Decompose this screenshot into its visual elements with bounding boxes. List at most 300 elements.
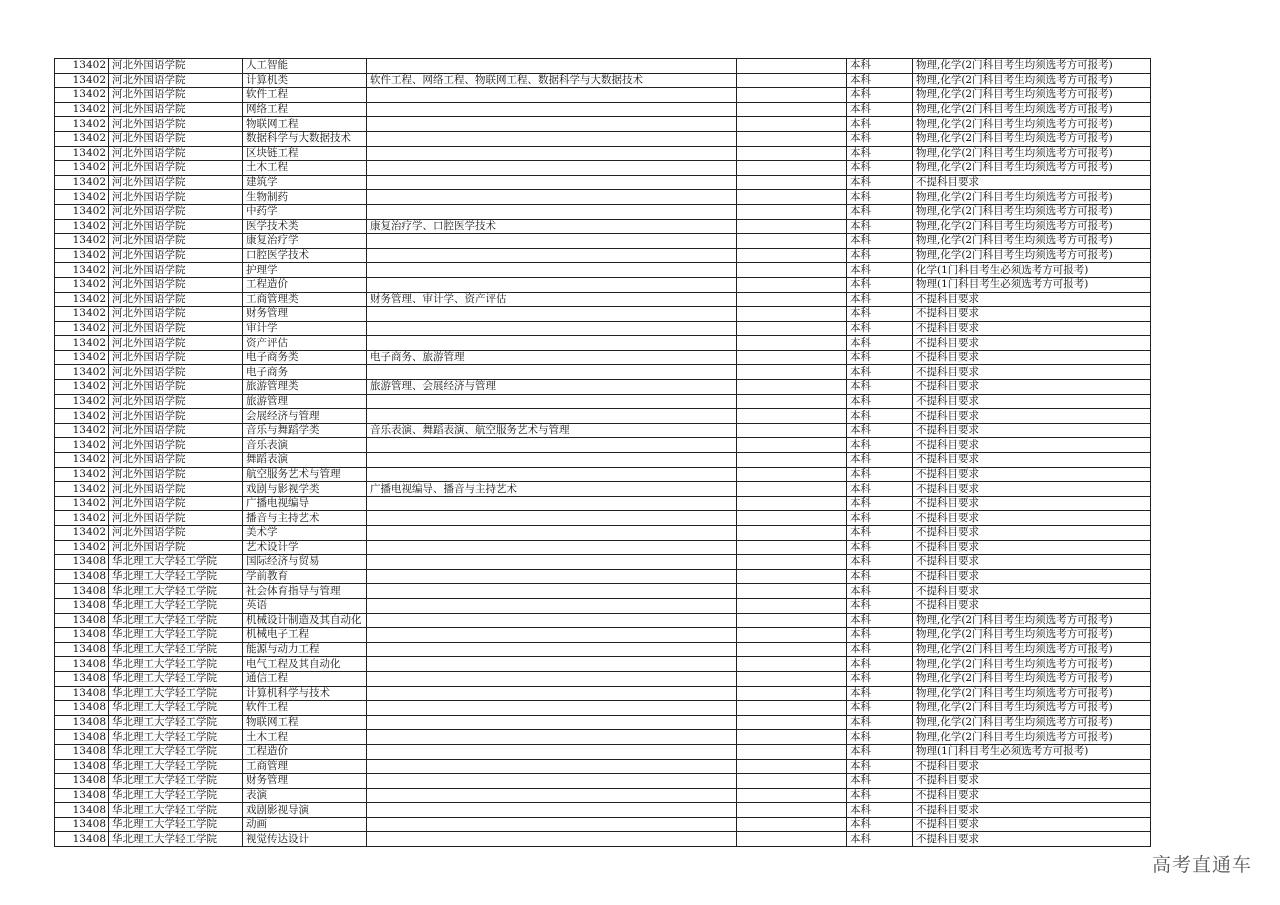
subject-requirement-cell: 不提科目要求 <box>913 453 1151 468</box>
major-name-cell: 建筑学 <box>243 175 367 190</box>
table-row <box>55 774 1151 789</box>
subject-requirement-cell: 不提科目要求 <box>913 336 1151 351</box>
school-code-cell: 13408 <box>55 569 109 584</box>
school-name-cell: 河北外国语学院 <box>109 409 243 424</box>
subject-requirement-cell: 物理,化学(2门科目考生均须选考方可报考) <box>913 88 1151 103</box>
blank-cell <box>737 526 847 541</box>
blank-cell <box>737 117 847 132</box>
school-code-cell: 13408 <box>55 555 109 570</box>
major-name-cell: 通信工程 <box>243 671 367 686</box>
subject-requirement-cell: 不提科目要求 <box>913 307 1151 322</box>
school-name-cell: 华北理工大学轻工学院 <box>109 817 243 832</box>
table-row <box>55 131 1151 146</box>
subject-requirement-cell: 物理,化学(2门科目考生均须选考方可报考) <box>913 730 1151 745</box>
level-cell: 本科 <box>847 336 913 351</box>
blank-cell <box>737 131 847 146</box>
included-majors-cell: 音乐表演、舞蹈表演、航空服务艺术与管理 <box>367 423 737 438</box>
included-majors-cell: 康复治疗学、口腔医学技术 <box>367 219 737 234</box>
included-majors-cell <box>367 263 737 278</box>
subject-requirement-cell: 不提科目要求 <box>913 759 1151 774</box>
included-majors-cell <box>367 438 737 453</box>
school-name-cell: 河北外国语学院 <box>109 321 243 336</box>
school-code-cell: 13402 <box>55 453 109 468</box>
school-name-cell: 河北外国语学院 <box>109 482 243 497</box>
blank-cell <box>737 438 847 453</box>
school-code-cell: 13402 <box>55 146 109 161</box>
school-code-cell: 13408 <box>55 642 109 657</box>
level-cell: 本科 <box>847 190 913 205</box>
school-name-cell: 河北外国语学院 <box>109 394 243 409</box>
blank-cell <box>737 832 847 847</box>
blank-cell <box>737 88 847 103</box>
major-name-cell: 审计学 <box>243 321 367 336</box>
table-row <box>55 613 1151 628</box>
included-majors-cell <box>367 803 737 818</box>
subject-requirement-cell: 不提科目要求 <box>913 526 1151 541</box>
table-row <box>55 117 1151 132</box>
level-cell: 本科 <box>847 365 913 380</box>
blank-cell <box>737 774 847 789</box>
major-name-cell: 表演 <box>243 788 367 803</box>
major-name-cell: 区块链工程 <box>243 146 367 161</box>
school-code-cell: 13402 <box>55 161 109 176</box>
school-name-cell: 河北外国语学院 <box>109 161 243 176</box>
table-row <box>55 277 1151 292</box>
school-name-cell: 华北理工大学轻工学院 <box>109 788 243 803</box>
level-cell: 本科 <box>847 657 913 672</box>
major-name-cell: 软件工程 <box>243 88 367 103</box>
included-majors-cell <box>367 526 737 541</box>
subject-requirement-cell: 物理,化学(2门科目考生均须选考方可报考) <box>913 131 1151 146</box>
school-code-cell: 13402 <box>55 234 109 249</box>
table-row <box>55 584 1151 599</box>
blank-cell <box>737 555 847 570</box>
included-majors-cell: 旅游管理、会展经济与管理 <box>367 380 737 395</box>
level-cell: 本科 <box>847 394 913 409</box>
major-requirements-table <box>54 58 1151 847</box>
level-cell: 本科 <box>847 263 913 278</box>
subject-requirement-cell: 不提科目要求 <box>913 409 1151 424</box>
included-majors-cell <box>367 584 737 599</box>
major-name-cell: 物联网工程 <box>243 117 367 132</box>
school-code-cell: 13402 <box>55 307 109 322</box>
included-majors-cell <box>367 642 737 657</box>
school-code-cell: 13408 <box>55 832 109 847</box>
major-name-cell: 机械设计制造及其自动化 <box>243 613 367 628</box>
school-code-cell: 13408 <box>55 817 109 832</box>
blank-cell <box>737 496 847 511</box>
major-name-cell: 能源与动力工程 <box>243 642 367 657</box>
school-code-cell: 13402 <box>55 277 109 292</box>
level-cell: 本科 <box>847 131 913 146</box>
school-code-cell: 13402 <box>55 292 109 307</box>
included-majors-cell <box>367 569 737 584</box>
table-row <box>55 511 1151 526</box>
included-majors-cell <box>367 817 737 832</box>
school-code-cell: 13402 <box>55 526 109 541</box>
school-code-cell: 13402 <box>55 73 109 88</box>
subject-requirement-cell: 物理,化学(2门科目考生均须选考方可报考) <box>913 657 1151 672</box>
included-majors-cell: 广播电视编导、播音与主持艺术 <box>367 482 737 497</box>
watermark-text: 高考直通车 <box>1151 854 1252 876</box>
included-majors-cell <box>367 657 737 672</box>
school-name-cell: 河北外国语学院 <box>109 336 243 351</box>
blank-cell <box>737 423 847 438</box>
subject-requirement-cell: 不提科目要求 <box>913 292 1151 307</box>
school-name-cell: 河北外国语学院 <box>109 526 243 541</box>
table-row <box>55 467 1151 482</box>
school-code-cell: 13402 <box>55 467 109 482</box>
level-cell: 本科 <box>847 759 913 774</box>
school-name-cell: 华北理工大学轻工学院 <box>109 613 243 628</box>
major-name-cell: 工商管理类 <box>243 292 367 307</box>
school-name-cell: 河北外国语学院 <box>109 146 243 161</box>
subject-requirement-cell: 物理,化学(2门科目考生均须选考方可报考) <box>913 117 1151 132</box>
major-name-cell: 康复治疗学 <box>243 234 367 249</box>
school-name-cell: 华北理工大学轻工学院 <box>109 642 243 657</box>
included-majors-cell <box>367 730 737 745</box>
level-cell: 本科 <box>847 102 913 117</box>
school-code-cell: 13408 <box>55 598 109 613</box>
included-majors-cell <box>367 321 737 336</box>
major-name-cell: 计算机类 <box>243 73 367 88</box>
included-majors-cell <box>367 540 737 555</box>
major-name-cell: 资产评估 <box>243 336 367 351</box>
blank-cell <box>737 453 847 468</box>
subject-requirement-cell: 物理,化学(2门科目考生均须选考方可报考) <box>913 715 1151 730</box>
subject-requirement-cell: 不提科目要求 <box>913 555 1151 570</box>
table-row <box>55 59 1151 74</box>
subject-requirement-cell: 不提科目要求 <box>913 803 1151 818</box>
included-majors-cell <box>367 453 737 468</box>
subject-requirement-cell: 物理,化学(2门科目考生均须选考方可报考) <box>913 234 1151 249</box>
school-code-cell: 13402 <box>55 59 109 74</box>
school-name-cell: 华北理工大学轻工学院 <box>109 598 243 613</box>
level-cell: 本科 <box>847 730 913 745</box>
included-majors-cell <box>367 88 737 103</box>
school-code-cell: 13402 <box>55 438 109 453</box>
included-majors-cell: 电子商务、旅游管理 <box>367 350 737 365</box>
major-name-cell: 医学技术类 <box>243 219 367 234</box>
level-cell: 本科 <box>847 292 913 307</box>
school-name-cell: 河北外国语学院 <box>109 467 243 482</box>
school-name-cell: 华北理工大学轻工学院 <box>109 832 243 847</box>
school-code-cell: 13408 <box>55 686 109 701</box>
included-majors-cell <box>367 671 737 686</box>
major-name-cell: 电气工程及其自动化 <box>243 657 367 672</box>
table-row <box>55 817 1151 832</box>
subject-requirement-cell: 物理,化学(2门科目考生均须选考方可报考) <box>913 671 1151 686</box>
table-row <box>55 365 1151 380</box>
subject-requirement-cell: 物理,化学(2门科目考生均须选考方可报考) <box>913 248 1151 263</box>
major-name-cell: 网络工程 <box>243 102 367 117</box>
school-name-cell: 华北理工大学轻工学院 <box>109 657 243 672</box>
level-cell: 本科 <box>847 117 913 132</box>
school-name-cell: 河北外国语学院 <box>109 438 243 453</box>
subject-requirement-cell: 不提科目要求 <box>913 350 1151 365</box>
blank-cell <box>737 102 847 117</box>
subject-requirement-cell: 不提科目要求 <box>913 482 1151 497</box>
blank-cell <box>737 234 847 249</box>
school-code-cell: 13408 <box>55 744 109 759</box>
included-majors-cell <box>367 248 737 263</box>
school-code-cell: 13402 <box>55 204 109 219</box>
major-name-cell: 人工智能 <box>243 59 367 74</box>
school-name-cell: 河北外国语学院 <box>109 511 243 526</box>
subject-requirement-cell: 不提科目要求 <box>913 394 1151 409</box>
blank-cell <box>737 671 847 686</box>
school-code-cell: 13402 <box>55 365 109 380</box>
level-cell: 本科 <box>847 584 913 599</box>
table-row <box>55 686 1151 701</box>
subject-requirement-cell: 不提科目要求 <box>913 832 1151 847</box>
table-row <box>55 321 1151 336</box>
subject-requirement-cell: 不提科目要求 <box>913 467 1151 482</box>
included-majors-cell <box>367 715 737 730</box>
level-cell: 本科 <box>847 817 913 832</box>
included-majors-cell <box>367 204 737 219</box>
table-row <box>55 540 1151 555</box>
included-majors-cell <box>367 598 737 613</box>
major-name-cell: 物联网工程 <box>243 715 367 730</box>
major-name-cell: 生物制药 <box>243 190 367 205</box>
blank-cell <box>737 598 847 613</box>
included-majors-cell <box>367 832 737 847</box>
level-cell: 本科 <box>847 467 913 482</box>
school-code-cell: 13402 <box>55 336 109 351</box>
school-code-cell: 13402 <box>55 423 109 438</box>
table-row <box>55 453 1151 468</box>
school-code-cell: 13402 <box>55 511 109 526</box>
table-row <box>55 409 1151 424</box>
school-name-cell: 河北外国语学院 <box>109 219 243 234</box>
school-code-cell: 13402 <box>55 248 109 263</box>
blank-cell <box>737 394 847 409</box>
blank-cell <box>737 511 847 526</box>
level-cell: 本科 <box>847 642 913 657</box>
table-row <box>55 263 1151 278</box>
school-code-cell: 13402 <box>55 409 109 424</box>
table-row <box>55 788 1151 803</box>
blank-cell <box>737 307 847 322</box>
subject-requirement-cell: 不提科目要求 <box>913 788 1151 803</box>
major-name-cell: 电子商务 <box>243 365 367 380</box>
blank-cell <box>737 321 847 336</box>
included-majors-cell <box>367 131 737 146</box>
table-row <box>55 336 1151 351</box>
level-cell: 本科 <box>847 555 913 570</box>
subject-requirement-cell: 不提科目要求 <box>913 496 1151 511</box>
level-cell: 本科 <box>847 321 913 336</box>
major-name-cell: 软件工程 <box>243 701 367 716</box>
level-cell: 本科 <box>847 88 913 103</box>
major-name-cell: 电子商务类 <box>243 350 367 365</box>
school-name-cell: 河北外国语学院 <box>109 277 243 292</box>
subject-requirement-cell: 物理,化学(2门科目考生均须选考方可报考) <box>913 102 1151 117</box>
school-code-cell: 13408 <box>55 701 109 716</box>
included-majors-cell <box>367 628 737 643</box>
level-cell: 本科 <box>847 701 913 716</box>
blank-cell <box>737 350 847 365</box>
blank-cell <box>737 204 847 219</box>
level-cell: 本科 <box>847 409 913 424</box>
table-row <box>55 715 1151 730</box>
major-name-cell: 动画 <box>243 817 367 832</box>
blank-cell <box>737 759 847 774</box>
school-code-cell: 13408 <box>55 657 109 672</box>
level-cell: 本科 <box>847 453 913 468</box>
blank-cell <box>737 73 847 88</box>
school-code-cell: 13402 <box>55 394 109 409</box>
major-name-cell: 戏剧与影视学类 <box>243 482 367 497</box>
table-row <box>55 598 1151 613</box>
school-name-cell: 华北理工大学轻工学院 <box>109 744 243 759</box>
subject-requirement-cell: 物理,化学(2门科目考生均须选考方可报考) <box>913 613 1151 628</box>
subject-requirement-cell: 物理,化学(2门科目考生均须选考方可报考) <box>913 161 1151 176</box>
level-cell: 本科 <box>847 744 913 759</box>
school-name-cell: 河北外国语学院 <box>109 496 243 511</box>
included-majors-cell <box>367 409 737 424</box>
subject-requirement-cell: 不提科目要求 <box>913 584 1151 599</box>
school-name-cell: 华北理工大学轻工学院 <box>109 715 243 730</box>
table-row <box>55 146 1151 161</box>
subject-requirement-cell: 物理,化学(2门科目考生均须选考方可报考) <box>913 219 1151 234</box>
level-cell: 本科 <box>847 671 913 686</box>
level-cell: 本科 <box>847 73 913 88</box>
school-name-cell: 河北外国语学院 <box>109 307 243 322</box>
school-name-cell: 华北理工大学轻工学院 <box>109 774 243 789</box>
blank-cell <box>737 817 847 832</box>
table-row <box>55 730 1151 745</box>
school-code-cell: 13402 <box>55 131 109 146</box>
major-name-cell: 土木工程 <box>243 730 367 745</box>
blank-cell <box>737 657 847 672</box>
major-name-cell: 音乐表演 <box>243 438 367 453</box>
subject-requirement-cell: 物理,化学(2门科目考生均须选考方可报考) <box>913 686 1151 701</box>
school-code-cell: 13408 <box>55 788 109 803</box>
subject-requirement-cell: 不提科目要求 <box>913 380 1151 395</box>
included-majors-cell <box>367 759 737 774</box>
major-name-cell: 财务管理 <box>243 774 367 789</box>
level-cell: 本科 <box>847 540 913 555</box>
school-code-cell: 13408 <box>55 730 109 745</box>
level-cell: 本科 <box>847 423 913 438</box>
major-name-cell: 戏剧影视导演 <box>243 803 367 818</box>
subject-requirement-cell: 不提科目要求 <box>913 365 1151 380</box>
included-majors-cell <box>367 190 737 205</box>
level-cell: 本科 <box>847 59 913 74</box>
level-cell: 本科 <box>847 307 913 322</box>
included-majors-cell <box>367 613 737 628</box>
blank-cell <box>737 701 847 716</box>
subject-requirement-cell: 不提科目要求 <box>913 175 1151 190</box>
included-majors-cell <box>367 365 737 380</box>
major-name-cell: 视觉传达设计 <box>243 832 367 847</box>
table-row <box>55 526 1151 541</box>
included-majors-cell <box>367 496 737 511</box>
level-cell: 本科 <box>847 204 913 219</box>
table-row <box>55 744 1151 759</box>
school-name-cell: 河北外国语学院 <box>109 453 243 468</box>
school-code-cell: 13402 <box>55 482 109 497</box>
subject-requirement-cell: 物理,化学(2门科目考生均须选考方可报考) <box>913 204 1151 219</box>
school-name-cell: 华北理工大学轻工学院 <box>109 803 243 818</box>
school-code-cell: 13402 <box>55 175 109 190</box>
major-name-cell: 学前教育 <box>243 569 367 584</box>
school-name-cell: 河北外国语学院 <box>109 365 243 380</box>
level-cell: 本科 <box>847 146 913 161</box>
blank-cell <box>737 744 847 759</box>
included-majors-cell: 软件工程、网络工程、物联网工程、数据科学与大数据技术 <box>367 73 737 88</box>
included-majors-cell: 财务管理、审计学、资产评估 <box>367 292 737 307</box>
included-majors-cell <box>367 234 737 249</box>
included-majors-cell <box>367 701 737 716</box>
level-cell: 本科 <box>847 788 913 803</box>
blank-cell <box>737 803 847 818</box>
level-cell: 本科 <box>847 803 913 818</box>
table-row <box>55 423 1151 438</box>
table-row <box>55 248 1151 263</box>
subject-requirement-cell: 不提科目要求 <box>913 511 1151 526</box>
level-cell: 本科 <box>847 774 913 789</box>
school-name-cell: 河北外国语学院 <box>109 175 243 190</box>
subject-requirement-cell: 物理,化学(2门科目考生均须选考方可报考) <box>913 146 1151 161</box>
table-row <box>55 555 1151 570</box>
table-row <box>55 628 1151 643</box>
school-name-cell: 河北外国语学院 <box>109 117 243 132</box>
subject-requirement-cell: 物理,化学(2门科目考生均须选考方可报考) <box>913 190 1151 205</box>
blank-cell <box>737 569 847 584</box>
table-row <box>55 88 1151 103</box>
school-name-cell: 华北理工大学轻工学院 <box>109 730 243 745</box>
school-name-cell: 河北外国语学院 <box>109 102 243 117</box>
school-code-cell: 13402 <box>55 540 109 555</box>
school-code-cell: 13402 <box>55 263 109 278</box>
table-row <box>55 350 1151 365</box>
major-name-cell: 音乐与舞蹈学类 <box>243 423 367 438</box>
school-name-cell: 华北理工大学轻工学院 <box>109 628 243 643</box>
included-majors-cell <box>367 146 737 161</box>
subject-requirement-cell: 化学(1门科目考生必须选考方可报考) <box>913 263 1151 278</box>
table-row <box>55 219 1151 234</box>
major-name-cell: 航空服务艺术与管理 <box>243 467 367 482</box>
school-code-cell: 13408 <box>55 803 109 818</box>
school-code-cell: 13402 <box>55 350 109 365</box>
blank-cell <box>737 175 847 190</box>
school-name-cell: 华北理工大学轻工学院 <box>109 584 243 599</box>
level-cell: 本科 <box>847 380 913 395</box>
blank-cell <box>737 219 847 234</box>
school-code-cell: 13402 <box>55 380 109 395</box>
major-name-cell: 中药学 <box>243 204 367 219</box>
included-majors-cell <box>367 175 737 190</box>
school-code-cell: 13402 <box>55 102 109 117</box>
major-name-cell: 旅游管理类 <box>243 380 367 395</box>
table-row <box>55 234 1151 249</box>
blank-cell <box>737 161 847 176</box>
subject-requirement-cell: 不提科目要求 <box>913 569 1151 584</box>
school-name-cell: 河北外国语学院 <box>109 263 243 278</box>
school-name-cell: 华北理工大学轻工学院 <box>109 555 243 570</box>
blank-cell <box>737 642 847 657</box>
school-name-cell: 河北外国语学院 <box>109 248 243 263</box>
table-row <box>55 832 1151 847</box>
table-row <box>55 380 1151 395</box>
blank-cell <box>737 380 847 395</box>
school-name-cell: 河北外国语学院 <box>109 380 243 395</box>
blank-cell <box>737 59 847 74</box>
school-code-cell: 13402 <box>55 496 109 511</box>
